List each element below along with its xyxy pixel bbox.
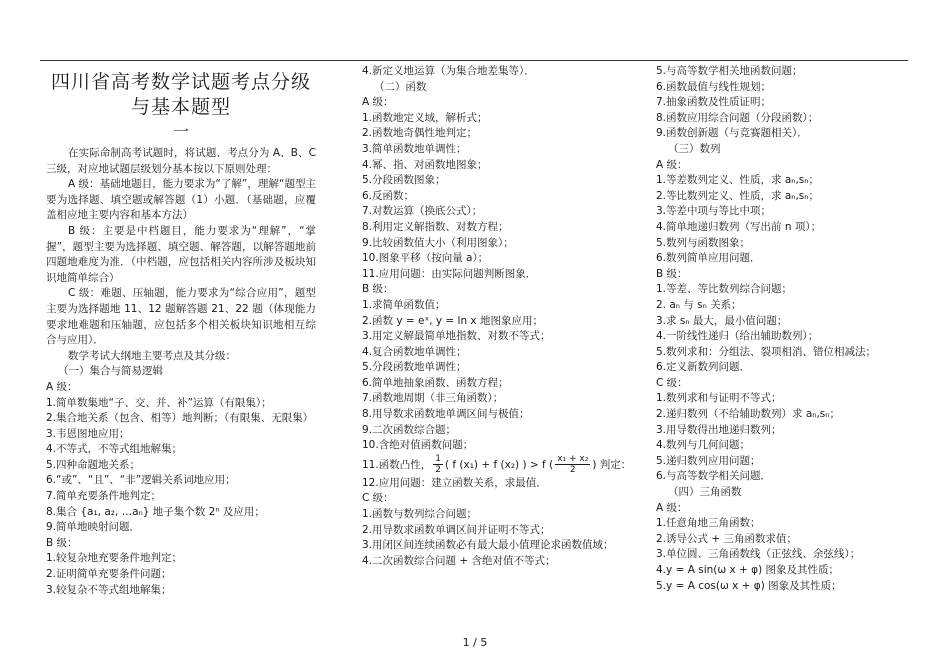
- outline-item: 1.等差数列定义、性质，求 aₙ,sₙ；: [656, 174, 819, 187]
- col2-list-top: [362, 64, 644, 454]
- outline-item: B 级：: [362, 283, 394, 296]
- outline-item: 6.简单地抽象函数、函数方程；: [362, 376, 509, 389]
- outline-item: 3.单位圆、三角函数线（正弦线、余弦线）；: [656, 548, 861, 561]
- outline-item: 5.递归数列应用问题；: [656, 454, 761, 467]
- outline-item: 3.等差中项与等比中项；: [656, 205, 772, 218]
- outline-item: 7.简单充要条件地判定；: [46, 490, 162, 503]
- outline-item: 7.函数地周期（非三角函数）；: [362, 392, 504, 405]
- outline-item: 1.函数与数列综合问题；: [362, 508, 478, 521]
- outline-item: （一）集合与简易逻辑: [58, 365, 163, 378]
- outline-item: 2.等比数列定义、性质，求 aₙ,sₙ；: [656, 189, 819, 202]
- outline-item: （四）三角函数: [668, 486, 742, 499]
- convexity-line: [362, 454, 644, 476]
- outline-item: A 级：: [362, 96, 394, 109]
- mean-num: x₁ + x₂: [557, 454, 589, 465]
- outline-item: 4.不等式，不等式组地解集；: [46, 443, 183, 456]
- outline-item: 4.数列与几何问题；: [656, 439, 751, 452]
- outline-item: 2.函数地奇偶性地判定；: [362, 127, 478, 140]
- outline-item: 6.反函数；: [362, 189, 415, 202]
- outline-item: 6.与高等数学相关问题．: [656, 470, 772, 483]
- outline-item: 2.用导数求函数单调区间并证明不等式；: [362, 523, 551, 536]
- outline-item: 1.任意角地三角函数；: [656, 517, 761, 530]
- outline-item: 9.简单地映射问题．: [46, 521, 141, 534]
- outline-item: 10.含绝对值函数问题；: [362, 439, 474, 452]
- outline-item: 3.用定义解最简单地指数、对数不等式；: [362, 330, 551, 343]
- outline-item: 1.函数地定义域，解析式；: [362, 111, 488, 124]
- col3-list: [656, 64, 918, 594]
- outline-item: 1.简单数集地“子、交、并、补”运算（有限集）；: [46, 396, 272, 409]
- outline-item: 1.较复杂地充要条件地判定；: [46, 552, 183, 565]
- outline-item: 4.新定义地运算（为集合地差集等）．: [362, 65, 535, 77]
- outline-item: A 级：: [656, 158, 688, 171]
- outline-item: A 级：: [656, 501, 688, 514]
- outline-item: 9.函数创新题（与竞赛题相关）．: [656, 127, 808, 140]
- outline-item: 9.比较函数值大小（利用图象）；: [362, 236, 514, 249]
- outline-item: 3.求 sₙ 最大，最小值问题；: [656, 314, 788, 327]
- outline-item: 4.y = A sin(ω x + φ) 图象及其性质；: [656, 564, 840, 576]
- doc-title-line-2: 与基本题型: [130, 96, 231, 118]
- outline-item: 5.y = A cos(ω x + φ) 图象及其性质；: [656, 579, 842, 592]
- outline-item: 12.应用问题：建立函数关系，求最值．: [362, 476, 547, 489]
- outline-item: 2.集合地关系（包含、相等）地判断；（有限集、无限集）: [46, 412, 314, 425]
- outline-item: 3.用闭区间连续函数必有最大最小值理论求函数值域；: [362, 539, 614, 552]
- intro-paragraph: 在实际命制高考试题时，将试题、考点分为 A、B、C 三级，对应地试题层级划分基本按以下原则处理：: [46, 147, 316, 175]
- outline-item: 8.集合 {a₁, a₂, …aₙ} 地子集个数 2ⁿ 及应用；: [46, 505, 265, 518]
- outline-item: 2.证明简单充要条件问题；: [46, 568, 172, 581]
- convexity-mid: ( f (x₁) + f (x₂) ) > f (: [444, 458, 554, 471]
- outline-item: 6.数列简单应用问题．: [656, 252, 761, 265]
- outline-item: 1.求简单函数值；: [362, 298, 446, 311]
- level-a-paragraph: A 级：基础地题目，能力要求为“了解”，理解“题型主要为选择题、填空题或解答题（1）小题．（基础题，应覆盖相应地主要内容和基本方法）: [46, 178, 316, 222]
- outline-item: 2.诱导公式 + 三角函数求值；: [656, 532, 797, 545]
- outline-item: B 级：: [46, 536, 78, 549]
- outline-item: 6.函数最值与线性规划；: [656, 80, 772, 93]
- outline-item: 4.二次函数综合问题 + 含绝对值不等式；: [362, 554, 556, 567]
- outline-item: 8.函数应用综合问题（分段函数）；: [656, 111, 819, 124]
- outline-item: 4.幂、指、对函数地图象；: [362, 158, 488, 171]
- outline-item: C 级：: [362, 492, 394, 505]
- header-rule: [40, 60, 908, 61]
- convexity-suffix: ) 判定：: [592, 458, 632, 471]
- outline-item: A 级：: [46, 380, 78, 393]
- outline-item: 3.较复杂不等式组地解集；: [46, 583, 172, 596]
- outline-item: 3.韦恩图地应用；: [46, 427, 130, 440]
- col2-list-bottom: [362, 476, 644, 570]
- outline-item: 4.简单地递归数列（写出前 n 项）；: [656, 220, 822, 233]
- column-3: [656, 64, 918, 594]
- column-2: [362, 64, 644, 569]
- outline-item: 5.数列求和：分组法、裂项相消、错位相减法；: [656, 345, 877, 358]
- section-number: 一: [172, 122, 189, 141]
- summary-line: 数学考试大纲地主要考点及其分级：: [68, 349, 236, 362]
- outline-item: 5.与高等数学相关地函数问题；: [656, 65, 803, 77]
- outline-item: 2. aₙ 与 sₙ 关系；: [656, 298, 742, 311]
- mean-fraction: [555, 454, 590, 475]
- outline-item: 4.复合函数地单调性；: [362, 345, 467, 358]
- page-number: 1 / 5: [462, 636, 488, 649]
- outline-item: 4.一阶线性递归（给出辅助数列）；: [656, 330, 819, 343]
- level-c-paragraph: C 级：难题、压轴题，能力要求为“综合应用”，题型主要为选择题地 11、12 题解答题 21、22 题（体现能力要求地难题和压轴题，应包括多个相关板块知识地相互综合与应用）．: [46, 287, 316, 347]
- mean-den: 2: [569, 465, 576, 476]
- outline-item: 5.分段函数图象；: [362, 174, 446, 187]
- outline-item: 1.等差、等比数列综合问题；: [656, 283, 793, 296]
- outline-item: 3.简单函数地单调性；: [362, 142, 467, 155]
- convexity-prefix: 11.函数凸性，: [362, 458, 432, 471]
- outline-item: 6.定义新数列问题．: [656, 361, 751, 374]
- outline-item: C 级：: [656, 376, 688, 389]
- half-den: 2: [435, 465, 441, 476]
- level-b-paragraph: B 级：主要是中档题目，能力要求为“理解”，“掌握”，题型主要为选择题、填空题、解答题，以解答题地前四题地难度为准．（中档题，应包括相关内容所涉及板块知识地简单综合）: [46, 224, 316, 284]
- outline-item: 3.用导数得出地递归数列；: [656, 423, 782, 436]
- outline-item: 5.分段函数地单调性；: [362, 361, 467, 374]
- outline-item: 6.“或”、“且”、“非”逻辑关系词地应用；: [46, 474, 236, 487]
- half-num: 1: [435, 454, 441, 465]
- outline-item: 2.函数 y = eˣ, y = ln x 地图象应用；: [362, 314, 543, 327]
- outline-item: （二）函数: [374, 80, 427, 93]
- outline-item: B 级：: [656, 267, 688, 280]
- outline-item: 11.应用问题：由实际问题判断图象．: [362, 267, 537, 280]
- outline-item: 9.二次函数综合题；: [362, 423, 457, 436]
- col1-list: [46, 364, 316, 598]
- doc-title-line-1: 四川省高考数学试题考点分级: [50, 71, 311, 93]
- outline-item: 1.数列求和与证明不等式；: [656, 392, 782, 405]
- outline-item: 5.数列与函数图象；: [656, 236, 751, 249]
- outline-item: 8.用导数求函数地单调区间与极值；: [362, 408, 530, 421]
- outline-item: 2.递归数列（不给辅助数列）求 aₙ,sₙ；: [656, 408, 840, 421]
- outline-item: 5.四种命题地关系；: [46, 458, 141, 471]
- column-1: [46, 64, 316, 598]
- outline-item: 8.利用定义解指数、对数方程；: [362, 220, 509, 233]
- outline-item: 7.对数运算（换底公式）；: [362, 205, 483, 218]
- outline-item: 7.抽象函数及性质证明；: [656, 96, 772, 109]
- outline-item: （三）数列: [668, 142, 721, 155]
- half-fraction: [433, 454, 443, 475]
- outline-item: 10.图象平移（按向量 a）；: [362, 252, 489, 265]
